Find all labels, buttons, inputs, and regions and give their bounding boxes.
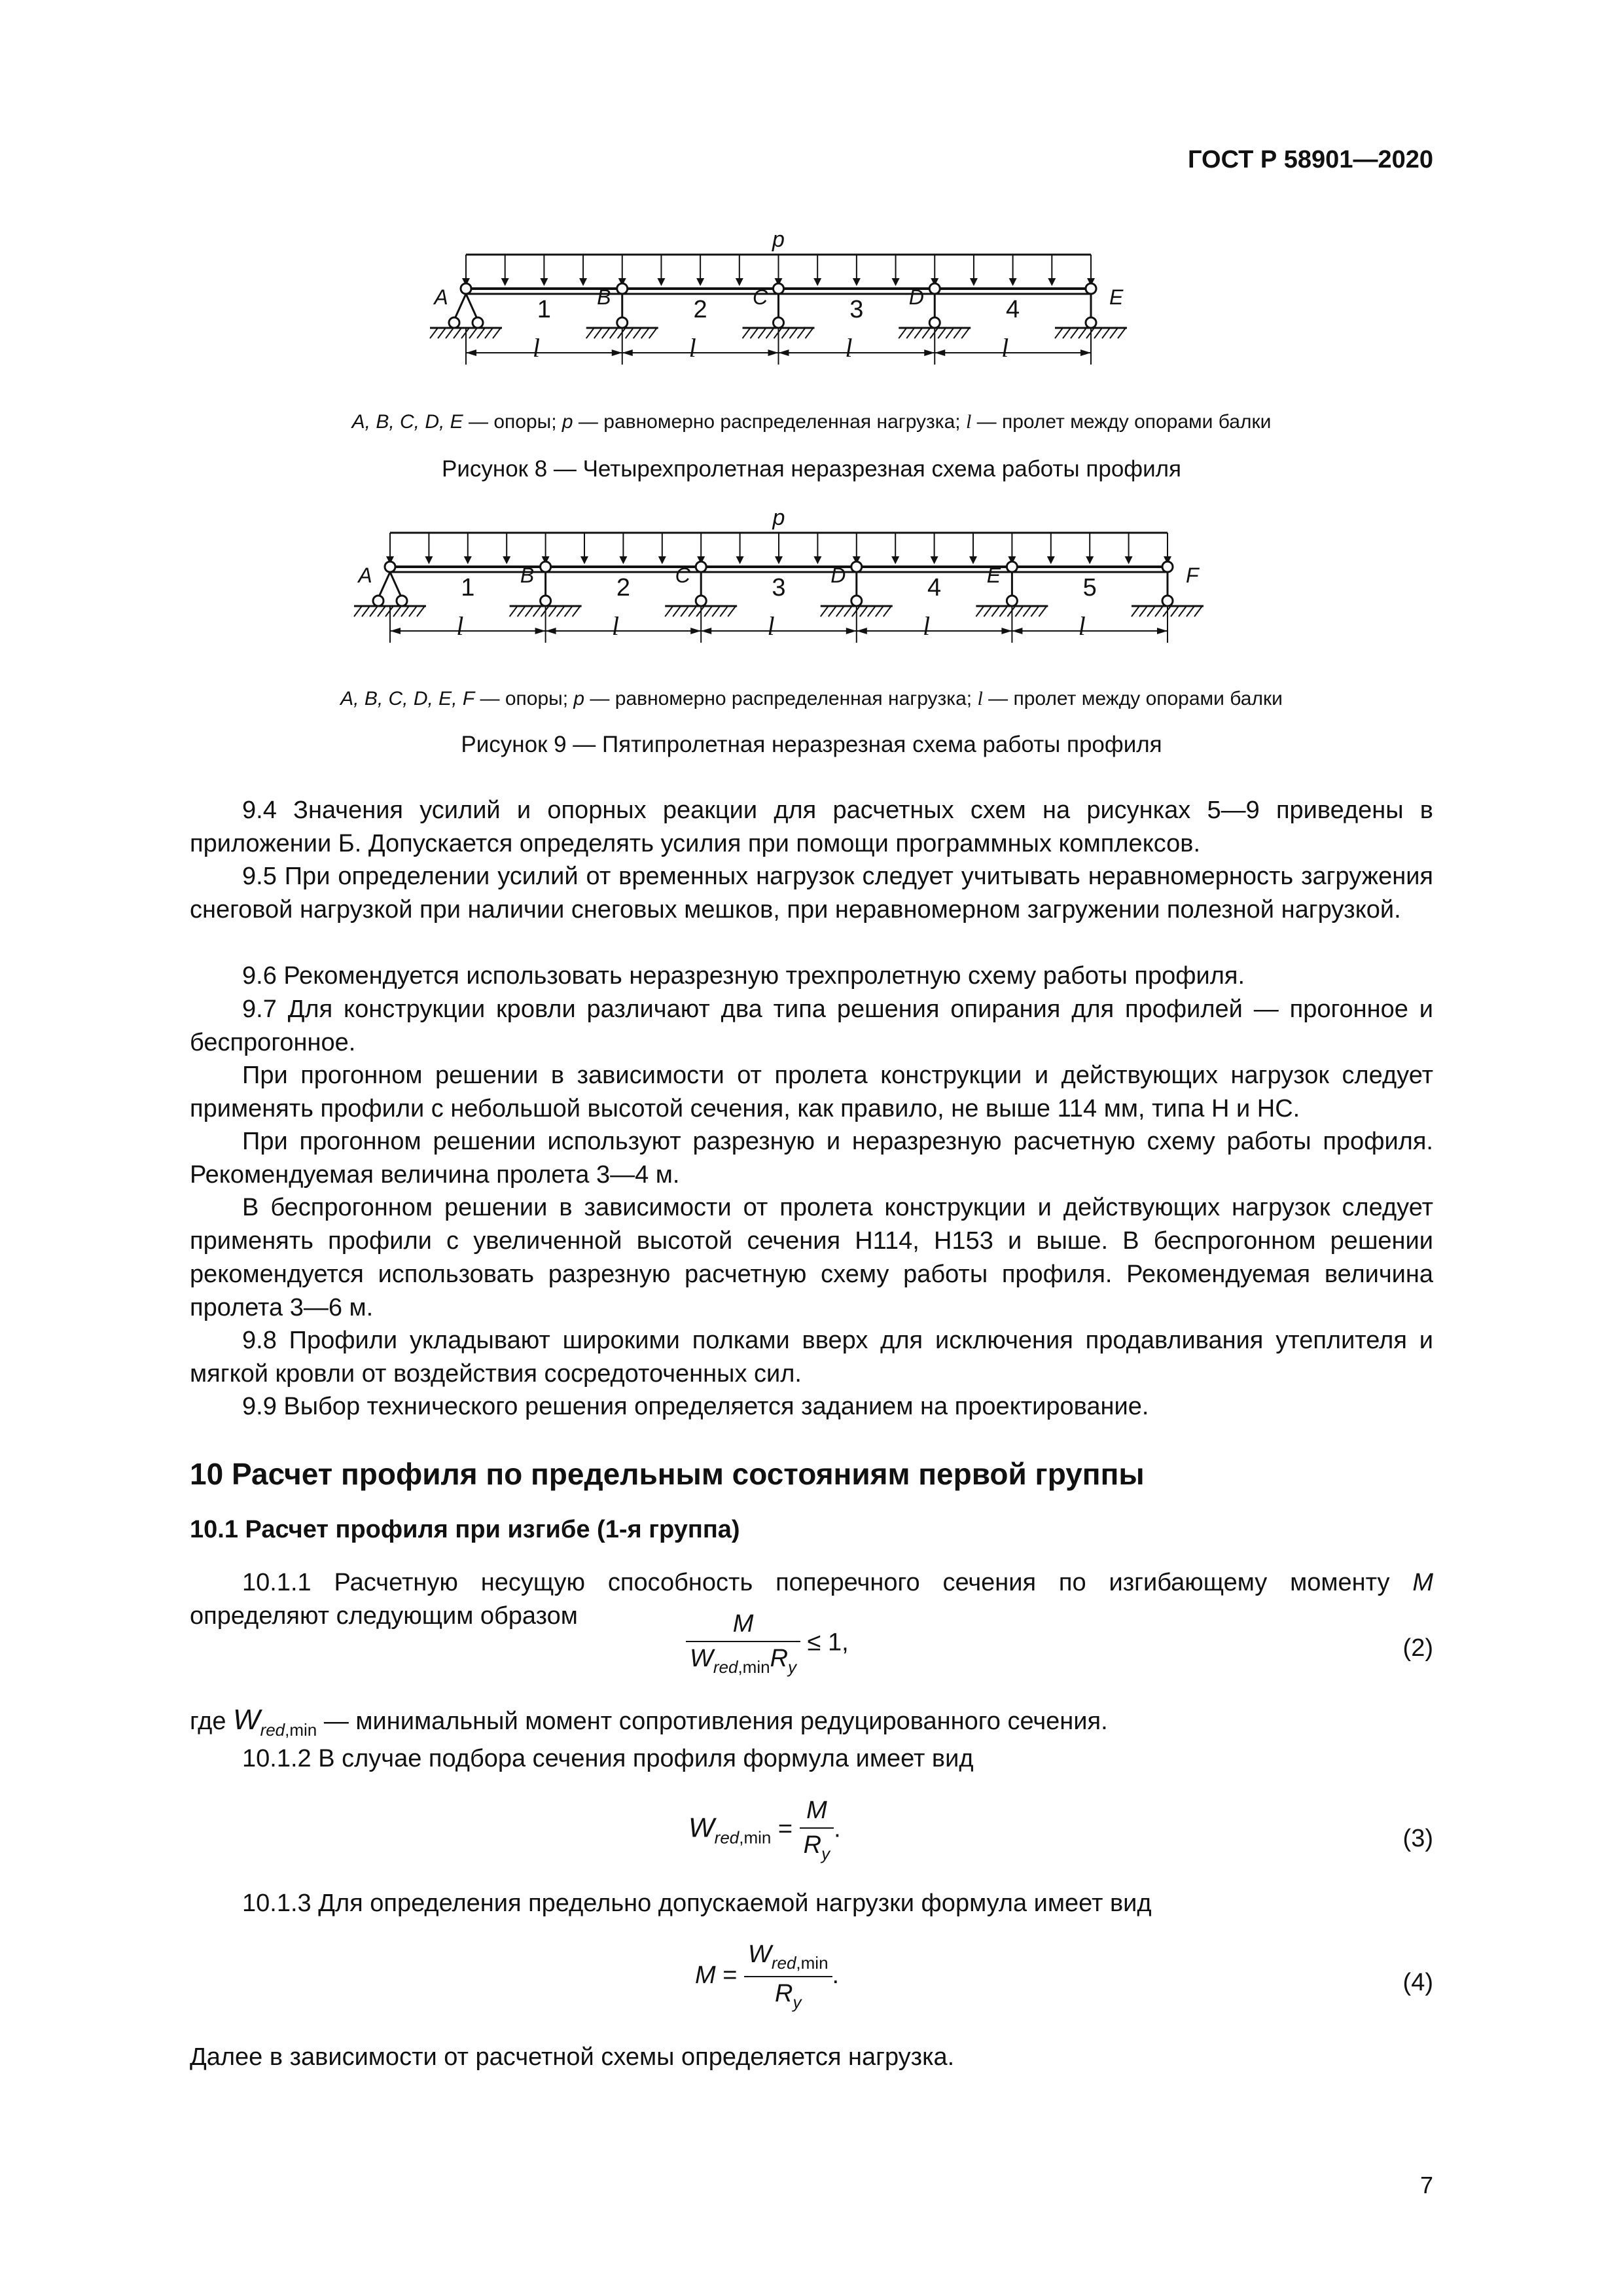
dimension-arrow (1080, 350, 1091, 356)
load-arrowhead (736, 556, 744, 564)
support-link (454, 294, 466, 320)
span-length-label: l (845, 333, 853, 363)
load-arrowhead (736, 278, 743, 286)
load-arrowhead (853, 278, 861, 286)
dimension-arrow (857, 628, 867, 634)
ground-hatch (510, 606, 518, 617)
ground-hatch (1055, 328, 1063, 338)
ground-hatch (446, 328, 454, 338)
load-arrowhead (892, 278, 900, 286)
support-hinge (449, 317, 459, 328)
support-hinge (541, 596, 551, 606)
figure-8-caption: Рисунок 8 — Четырехпролетная неразрезная схема работы профиля (441, 456, 1182, 482)
support-hinge (461, 283, 471, 294)
support-hinge (851, 596, 862, 606)
ground-hatch (557, 606, 565, 617)
ground-hatch (665, 606, 673, 617)
equation-4: M = $\frac{W_{red,min}}{R_y}$ . (695, 1941, 840, 2012)
load-arrowhead (540, 278, 548, 286)
paragraph-9-7: 9.7 Для конструкции кровли различают два типа решения опирания для профилей — прогонное и беспрогонное. (190, 996, 1433, 1056)
ground-hatch (370, 606, 378, 617)
ground-hatch (1071, 328, 1079, 338)
load-arrowhead (1047, 556, 1055, 564)
standard-number: ГОСТ Р 58901—2020 (1188, 146, 1433, 173)
load-arrowhead (501, 278, 509, 286)
dimension-arrow (612, 350, 622, 356)
ground-hatch (899, 328, 906, 338)
support-link (390, 572, 402, 598)
legend-supports: A, B, C, D, E, F (340, 688, 475, 709)
span-number: 1 (461, 574, 475, 601)
dimension-arrow (546, 628, 556, 634)
load-arrowhead (813, 278, 821, 286)
support-label: A (358, 564, 372, 587)
paragraph-10-1-3: 10.1.3 Для определения предельно допускаемой нагрузки формула имеет вид (242, 1890, 1152, 1917)
span-number: 4 (1006, 296, 1020, 323)
ground-hatch (743, 328, 751, 338)
ground-hatch (681, 606, 688, 617)
ground-hatch (829, 606, 836, 617)
ground-hatch (1015, 606, 1023, 617)
ground-hatch (751, 328, 758, 338)
ground-hatch (821, 606, 829, 617)
ground-hatch (673, 606, 681, 617)
ground-hatch (688, 606, 696, 617)
equation-3: $W_{red,min}$ = $\frac{M}{R_y}$ . (688, 1797, 841, 1863)
span-length-label: l (1078, 611, 1086, 641)
span-length-label: l (688, 333, 696, 363)
ground-hatch (454, 328, 461, 338)
ground-hatch (526, 606, 533, 617)
dimension-arrow (779, 350, 789, 356)
ground-hatch (1171, 606, 1179, 617)
load-arrowhead (775, 556, 783, 564)
load-arrowhead (813, 556, 821, 564)
support-label: F (1186, 564, 1199, 587)
ground-hatch (485, 328, 493, 338)
ground-hatch (533, 606, 541, 617)
support-hinge (1162, 562, 1173, 572)
span-length-label: l (923, 611, 931, 641)
section-10-1-heading: 10.1 Расчет профиля при изгибе (1-я группа) (190, 1516, 740, 1543)
support-hinge (1162, 596, 1173, 606)
support-hinge (929, 283, 940, 294)
span-number: 2 (616, 574, 630, 601)
load-arrowhead (619, 556, 627, 564)
dimension-arrow (1001, 628, 1012, 634)
ground-hatch (477, 328, 485, 338)
support-link (466, 294, 478, 320)
dimension-arrow (846, 628, 857, 634)
ground-hatch (984, 606, 991, 617)
support-hinge (1086, 317, 1096, 328)
ground-hatch (1039, 606, 1046, 617)
load-arrowhead (658, 556, 666, 564)
span-number: 1 (537, 296, 551, 323)
ground-hatch (991, 606, 999, 617)
ground-hatch (586, 328, 594, 338)
ground-hatch (883, 606, 891, 617)
dimension-arrow (690, 628, 701, 634)
figure-8-legend: A, B, C, D, E — опоры; p — равномерно распределенная нагрузка; l — пролет между опорами балки (351, 411, 1272, 433)
support-label: E (1109, 285, 1124, 309)
equation-2-number: (2) (1402, 1634, 1433, 1662)
load-arrowhead (931, 556, 938, 564)
support-hinge (851, 562, 862, 572)
fraction: $\frac{M}{W_{red,min}R_y}$ (686, 1610, 800, 1677)
figure-9-caption: Рисунок 9 — Пятипролетная неразрезная схема работы профиля (461, 732, 1162, 757)
ground-hatch (938, 328, 946, 338)
ground-hatch (438, 328, 446, 338)
support-hinge (541, 562, 551, 572)
paragraph-9-7-a: При прогонном решении в зависимости от пролета конструкции и действующих нагрузок следует применять профили с небольшой высотой сечения, как правило, не выше 114 мм, типа Н и НС. (190, 1062, 1433, 1122)
ground-hatch (798, 328, 806, 338)
ground-hatch (469, 328, 477, 338)
ground-hatch (1110, 328, 1118, 338)
ground-hatch (766, 328, 774, 338)
dimension-arrow (924, 350, 935, 356)
ground-hatch (1031, 606, 1039, 617)
load-label: p (772, 227, 785, 252)
ground-hatch (806, 328, 813, 338)
support-hinge (617, 283, 628, 294)
ground-hatch (1023, 606, 1031, 617)
paragraph-9-7-c: В беспрогонном решении в зависимости от пролета конструкции и действующих нагрузок следует применять профили с увеличенной высотой сечения Н114, Н153 и выше. В беспрогонном решении рекомендуется использовать разрезную расчетную схему работы профиля. Рекомендуемая величина пролета 3—6 м. (190, 1194, 1433, 1321)
ground-hatch (565, 606, 573, 617)
support-hinge (696, 596, 706, 606)
paragraph-9-9: 9.9 Выбор технического решения определяется заданием на проектирование. (242, 1393, 1149, 1420)
equation-4-number: (4) (1402, 1969, 1433, 1996)
paragraph-10-1-1: 10.1.1 Расчетную несущую способность поперечного сечения по изгибающему моменту M определяют следующим образом (190, 1569, 1433, 1630)
span-number: 5 (1082, 574, 1097, 601)
ground-hatch (626, 328, 633, 338)
equation-3-number: (3) (1402, 1825, 1433, 1852)
support-hinge (373, 596, 383, 606)
ground-hatch (1194, 606, 1202, 617)
support-label: A (434, 285, 448, 309)
ground-hatch (876, 606, 883, 617)
dimension-arrow (1012, 628, 1022, 634)
ground-hatch (549, 606, 557, 617)
ground-hatch (946, 328, 954, 338)
ground-hatch (720, 606, 728, 617)
paragraph-9-8: 9.8 Профили укладывают широкими полками вверх для исключения продавливания утеплителя и мягкой кровли от воздействия сосредоточенных сил. (190, 1327, 1433, 1388)
page-number: 7 (1419, 2172, 1433, 2198)
load-arrowhead (969, 556, 977, 564)
ground-hatch (954, 328, 961, 338)
span-length-label: l (767, 611, 775, 641)
span-number: 4 (927, 574, 942, 601)
figure-9-legend: A, B, C, D, E, F — опоры; p — равномерно распределенная нагрузка; l — пролет между опорами балки (340, 688, 1283, 709)
ground-hatch (790, 328, 798, 338)
paragraph-9-4: 9.4 Значения усилий и опорных реакции для расчетных схем на рисунках 5—9 приведены в приложении Б. Допускается определять усилия при помощи программных комплексов. (190, 797, 1433, 857)
figure-8-diagram (430, 227, 1127, 365)
ground-hatch (602, 328, 610, 338)
beam-diagrams (0, 0, 1623, 772)
ground-hatch (1139, 606, 1147, 617)
load-arrowhead (1009, 278, 1017, 286)
ground-hatch (417, 606, 425, 617)
load-arrowhead (464, 556, 472, 564)
ground-hatch (914, 328, 922, 338)
span-number: 3 (772, 574, 786, 601)
support-hinge (397, 596, 407, 606)
span-length-label: l (1001, 333, 1009, 363)
ground-hatch (493, 328, 501, 338)
ground-hatch (782, 328, 790, 338)
ground-hatch (906, 328, 914, 338)
support-label: C (752, 285, 768, 309)
ground-hatch (1132, 606, 1139, 617)
span-length-label: l (456, 611, 464, 641)
ground-hatch (1079, 328, 1086, 338)
ground-hatch (844, 606, 852, 617)
load-arrowhead (580, 556, 588, 564)
ground-hatch (409, 606, 417, 617)
support-hinge (617, 317, 628, 328)
support-label: D (908, 285, 924, 309)
ground-hatch (712, 606, 720, 617)
dimension-arrow (622, 350, 633, 356)
load-arrowhead (1086, 556, 1094, 564)
ground-hatch (922, 328, 930, 338)
ground-hatch (610, 328, 618, 338)
load-arrowhead (425, 556, 433, 564)
load-arrowhead (970, 278, 978, 286)
ground-hatch (1155, 606, 1163, 617)
support-hinge (473, 317, 483, 328)
ground-hatch (868, 606, 876, 617)
ground-hatch (633, 328, 641, 338)
ground-hatch (1063, 328, 1071, 338)
ground-hatch (518, 606, 526, 617)
ground-hatch (1179, 606, 1186, 617)
ground-hatch (430, 328, 438, 338)
span-number: 2 (693, 296, 707, 323)
paragraph-9-7-b: При прогонном решении используют разрезную и неразрезную расчетную схему работы профиля. Рекомендуемая величина пролета 3—4 м. (190, 1128, 1433, 1189)
support-label: E (986, 564, 1001, 587)
support-link (378, 572, 390, 598)
dimension-arrow (535, 628, 546, 634)
ground-hatch (573, 606, 580, 617)
ground-hatch (836, 606, 844, 617)
dimension-arrow (390, 628, 401, 634)
span-number: 3 (849, 296, 864, 323)
support-hinge (1086, 283, 1096, 294)
dimension-arrow (466, 350, 476, 356)
ground-hatch (1186, 606, 1194, 617)
ground-hatch (1094, 328, 1102, 338)
ground-hatch (961, 328, 969, 338)
where-line: где $W_{red,min}$ — минимальный момент сопротивления редуцированного сечения. (190, 1704, 1108, 1740)
ground-hatch (999, 606, 1007, 617)
ground-hatch (728, 606, 736, 617)
ground-hatch (354, 606, 362, 617)
span-length-label: l (532, 333, 540, 363)
load-arrowhead (503, 556, 510, 564)
ground-hatch (378, 606, 385, 617)
ground-hatch (758, 328, 766, 338)
ground-hatch (860, 606, 868, 617)
dimension-arrow (1157, 628, 1168, 634)
support-hinge (385, 562, 395, 572)
load-arrowhead (657, 278, 665, 286)
legend-supports: A, B, C, D, E (351, 411, 463, 433)
span-length-label: l (611, 611, 619, 641)
support-label: B (520, 564, 535, 587)
support-hinge (929, 317, 940, 328)
paragraph-9-6: 9.6 Рекомендуется использовать неразрезную трехпролетную схему работы профиля. (242, 962, 1245, 990)
fraction: $\frac{M}{R_y}$ (800, 1797, 834, 1864)
dimension-arrow (701, 628, 711, 634)
ground-hatch (1147, 606, 1155, 617)
support-label: C (675, 564, 690, 587)
ground-hatch (594, 328, 602, 338)
dimension-arrow (768, 350, 779, 356)
equation-2: $\frac{M}{W_{red,min}R_y}$ ≤ 1, (686, 1610, 849, 1677)
support-label: D (830, 564, 846, 587)
load-arrowhead (891, 556, 899, 564)
support-hinge (1007, 562, 1017, 572)
paragraph-10-1-2: 10.1.2 В случае подбора сечения профиля формула имеет вид (242, 1745, 974, 1772)
fraction: $\frac{W_{red,min}}{R_y}$ (744, 1941, 832, 2013)
ground-hatch (401, 606, 409, 617)
figure-9-diagram (354, 505, 1204, 643)
support-hinge (1007, 596, 1017, 606)
support-label: B (597, 285, 611, 309)
load-label: p (772, 505, 785, 530)
final-paragraph: Далее в зависимости от расчетной схемы определяется нагрузка. (190, 2043, 955, 2071)
ground-hatch (393, 606, 401, 617)
support-hinge (774, 283, 784, 294)
ground-hatch (976, 606, 984, 617)
ground-hatch (649, 328, 657, 338)
ground-hatch (1118, 328, 1126, 338)
load-arrowhead (579, 278, 587, 286)
support-hinge (774, 317, 784, 328)
load-arrowhead (1125, 556, 1133, 564)
dimension-arrow (935, 350, 945, 356)
ground-hatch (1102, 328, 1110, 338)
load-arrowhead (1048, 278, 1056, 286)
ground-hatch (362, 606, 370, 617)
ground-hatch (704, 606, 712, 617)
ground-hatch (641, 328, 649, 338)
section-10-heading: 10 Расчет профиля по предельным состояниям первой группы (190, 1457, 1145, 1491)
load-arrowhead (696, 278, 704, 286)
support-hinge (696, 562, 706, 572)
paragraph-9-5: 9.5 При определении усилий от временных нагрузок следует учитывать неравномерность загружения снеговой нагрузкой при наличии снеговых мешков, при неравномерном загружении полезной нагрузкой. (190, 863, 1433, 924)
